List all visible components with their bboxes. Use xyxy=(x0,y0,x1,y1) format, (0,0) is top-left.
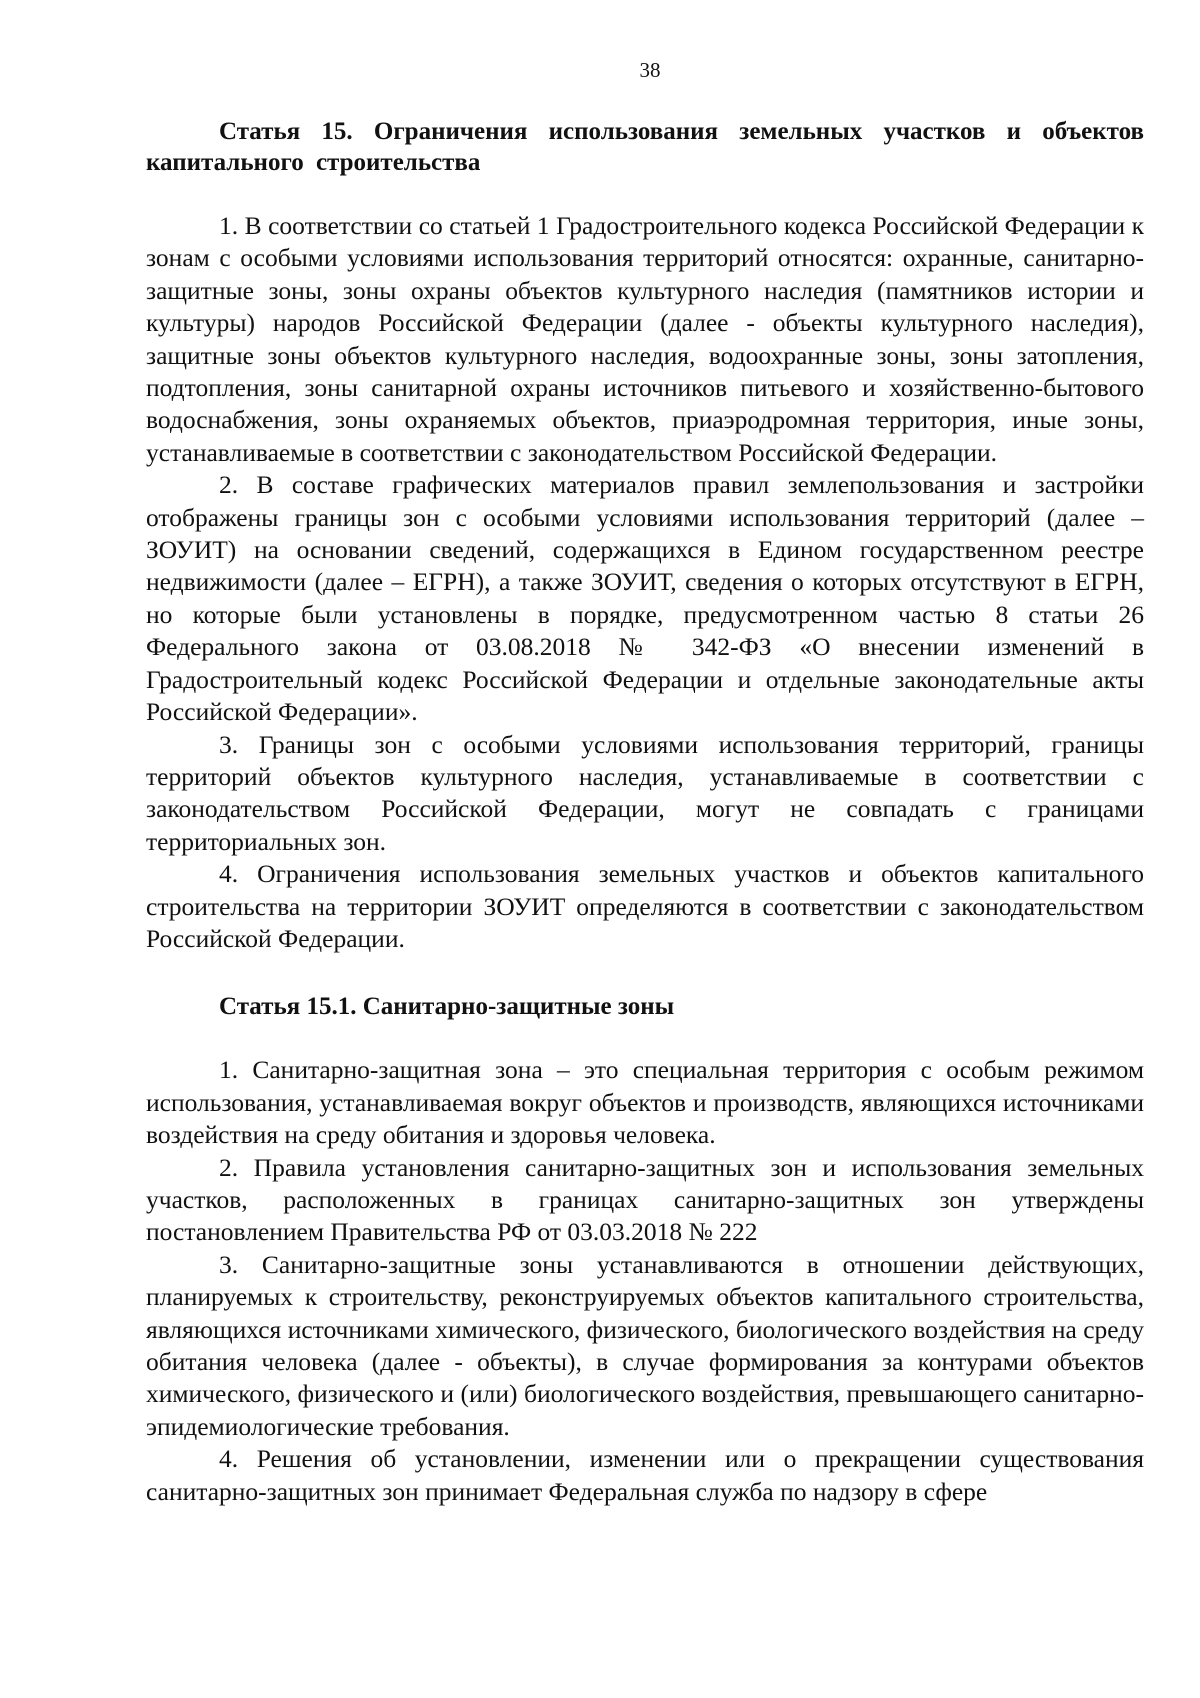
article-15-heading: Статья 15. Ограничения использования земельных участков и объектов капитального строительства xyxy=(146,118,1144,176)
article-15-1-heading: Статья 15.1. Санитарно-защитные зоны xyxy=(219,993,675,1021)
spacer xyxy=(146,955,1144,991)
article-15-paragraph-4: 4. Ограничения использования земельных участков и объектов капитального строительства на территории ЗОУИТ определяются в соответствии с законодательством Российской Федерации. xyxy=(146,859,1144,953)
article-15-1-paragraph-2: 2. Правила установления санитарно-защитных зон и использования земельных участков, расположенных в границах санитарно-защитных зон утверждены постановлением Правительства РФ от 03.03.2018 № 222 xyxy=(146,1152,1144,1247)
article-15-1-paragraph-3: 3. Санитарно-защитные зоны устанавливаются в отношении действующих, планируемых к строительству, реконструируемых объектов капитального строительства, являющихся источниками химического, физического, биологического воздействия на среду обитания человека (далее - объекты), в случае формирования за контурами объектов химического, физического и (или) биологического воздействия, превышающего санитарно-эпидемиологические требования. xyxy=(146,1249,1144,1441)
page-number: 38 xyxy=(639,58,661,82)
article-15-paragraph-3: 3. Границы зон с особыми условиями использования территорий, границы территорий объектов культурного наследия, устанавливаемые в соответствии с законодательством Российской Федерации, могут не совпадать с границами территориальных зон. xyxy=(146,729,1144,856)
article-15-paragraph-1: 1. В соответствии со статьей 1 Градостроительного кодекса Российской Федерации к зонам с особыми условиями использования территорий относятся: охранные, санитарно-защитные зоны, зоны охраны объектов культурного наследия (памятников истории и культуры) народов Российской Федерации (далее - объекты культурного наследия), защитные зоны объектов культурного наследия, водоохранные зоны, зоны затопления, подтопления, зоны санитарной охраны источников питьевого и хозяйственно-бытового водоснабжения, зоны охраняемых объектов, приаэродромная территория, иные зоны, устанавливаемые в соответствии с законодательством Российской Федерации. xyxy=(146,211,1144,467)
spacer xyxy=(146,1022,1144,1054)
article-15-1-paragraph-1: 1. Санитарно-защитная зона – это специальная территория с особым режимом использования, устанавливаемая вокруг объектов и производств, являющихся источниками воздействия на среду обитания и здоровья человека. xyxy=(146,1055,1144,1150)
spacer xyxy=(146,178,1144,210)
article-15-1-paragraph-4: 4. Решения об установлении, изменении или о прекращении существования санитарно-защитных зон принимает Федеральная служба по надзору в сфере xyxy=(146,1444,1144,1506)
article-15-paragraph-2: 2. В составе графических материалов правил землепользования и застройки отображены границы зон с особыми условиями использования территорий (далее – ЗОУИТ) на основании сведений, содержащихся в Едином государственном реестре недвижимости (далее – ЕГРН), а также ЗОУИТ, сведения о которых отсутствуют в ЕГРН, но которые были установлены в порядке, предусмотренном частью 8 статьи 26 Федерального закона от 03.08.2018 № 342-ФЗ «О внесении изменений в Градостроительный кодекс Российской Федерации и отдельные законодательные акты Российской Федерации». xyxy=(146,470,1144,727)
document-body xyxy=(146,116,1144,1508)
